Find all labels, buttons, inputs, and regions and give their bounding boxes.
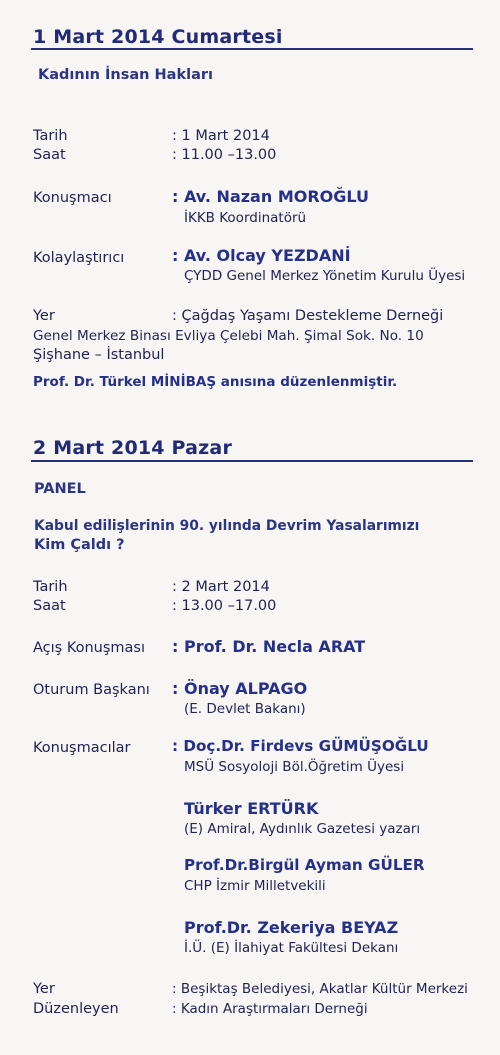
day1-konusmaci-name: : Av. Nazan MOROĞLU xyxy=(172,187,370,206)
day2-tarih-value: : 2 Mart 2014 xyxy=(172,579,270,595)
day2-oturum-label: Oturum Başkanı xyxy=(33,682,150,698)
day2-speaker-role: MSÜ Sosyoloji Böl.Öğretim Üyesi xyxy=(184,759,405,775)
day1-yer-line3: Şişhane – İstanbul xyxy=(33,347,165,363)
day1-yer-label: Yer xyxy=(33,308,55,324)
day2-panel-title-line2: Kim Çaldı ? xyxy=(34,537,125,553)
day2-speaker-name: : Doç.Dr. Firdevs GÜMÜŞOĞLU xyxy=(172,737,429,755)
day2-yer-label: Yer xyxy=(33,981,55,997)
day1-yer-line1: : Çağdaş Yaşamı Destekleme Derneği xyxy=(172,308,444,324)
day2-speaker-role: CHP İzmir Milletvekili xyxy=(184,878,326,894)
day2-saat-value: : 13.00 –17.00 xyxy=(172,598,277,614)
day1-memorial-note: Prof. Dr. Türkel MİNİBAŞ anısına düzenlenmiştir. xyxy=(33,374,398,390)
day2-konusmacilar-label: Konuşmacılar xyxy=(33,740,131,756)
day2-date-heading: 2 Mart 2014 Pazar xyxy=(33,437,233,459)
day1-konusmaci-role: İKKB Koordinatörü xyxy=(184,210,307,226)
day2-speaker-name: Türker ERTÜRK xyxy=(184,799,319,818)
day2-speaker-role: (E) Amiral, Aydınlık Gazetesi yazarı xyxy=(184,821,421,837)
day2-oturum-name: : Önay ALPAGO xyxy=(172,679,308,698)
day1-kolay-label: Kolaylaştırıcı xyxy=(33,250,125,266)
day2-acis-name: : Prof. Dr. Necla ARAT xyxy=(172,637,366,656)
day1-konusmaci-label: Konuşmacı xyxy=(33,190,112,206)
day2-speaker-name: Prof.Dr. Zekeriya BEYAZ xyxy=(184,918,399,937)
day2-duzenleyen-label: Düzenleyen xyxy=(33,1001,119,1017)
day1-heading-rule xyxy=(31,48,473,50)
day2-heading-rule xyxy=(31,460,473,462)
day2-speaker-role: İ.Ü. (E) İlahiyat Fakültesi Dekanı xyxy=(184,940,399,956)
day2-acis-label: Açış Konuşması xyxy=(33,640,146,656)
day2-speaker-name: Prof.Dr.Birgül Ayman GÜLER xyxy=(184,856,425,874)
day1-kolay-name: : Av. Olcay YEZDANİ xyxy=(172,246,351,265)
day2-duzenleyen-value: : Kadın Araştırmaları Derneği xyxy=(172,1001,368,1017)
day1-saat-label: Saat xyxy=(33,147,66,163)
day1-date-heading: 1 Mart 2014 Cumartesi xyxy=(33,26,283,48)
day2-oturum-role: (E. Devlet Bakanı) xyxy=(184,701,306,717)
day2-panel-title-line1: Kabul edilişlerinin 90. yılında Devrim Yasalarımızı xyxy=(34,518,420,534)
day2-type-label: PANEL xyxy=(34,481,86,497)
day1-tarih-value: : 1 Mart 2014 xyxy=(172,128,270,144)
day2-yer-value: : Beşiktaş Belediyesi, Akatlar Kültür Merkezi xyxy=(172,981,468,997)
day1-event-title: Kadının İnsan Hakları xyxy=(38,67,213,83)
day1-kolay-role: ÇYDD Genel Merkez Yönetim Kurulu Üyesi xyxy=(184,268,466,284)
day2-tarih-label: Tarih xyxy=(33,579,68,595)
day1-tarih-label: Tarih xyxy=(33,128,68,144)
day1-saat-value: : 11.00 –13.00 xyxy=(172,147,277,163)
day1-yer-line2: Genel Merkez Binası Evliya Çelebi Mah. Şimal Sok. No. 10 xyxy=(33,328,424,344)
day2-saat-label: Saat xyxy=(33,598,66,614)
